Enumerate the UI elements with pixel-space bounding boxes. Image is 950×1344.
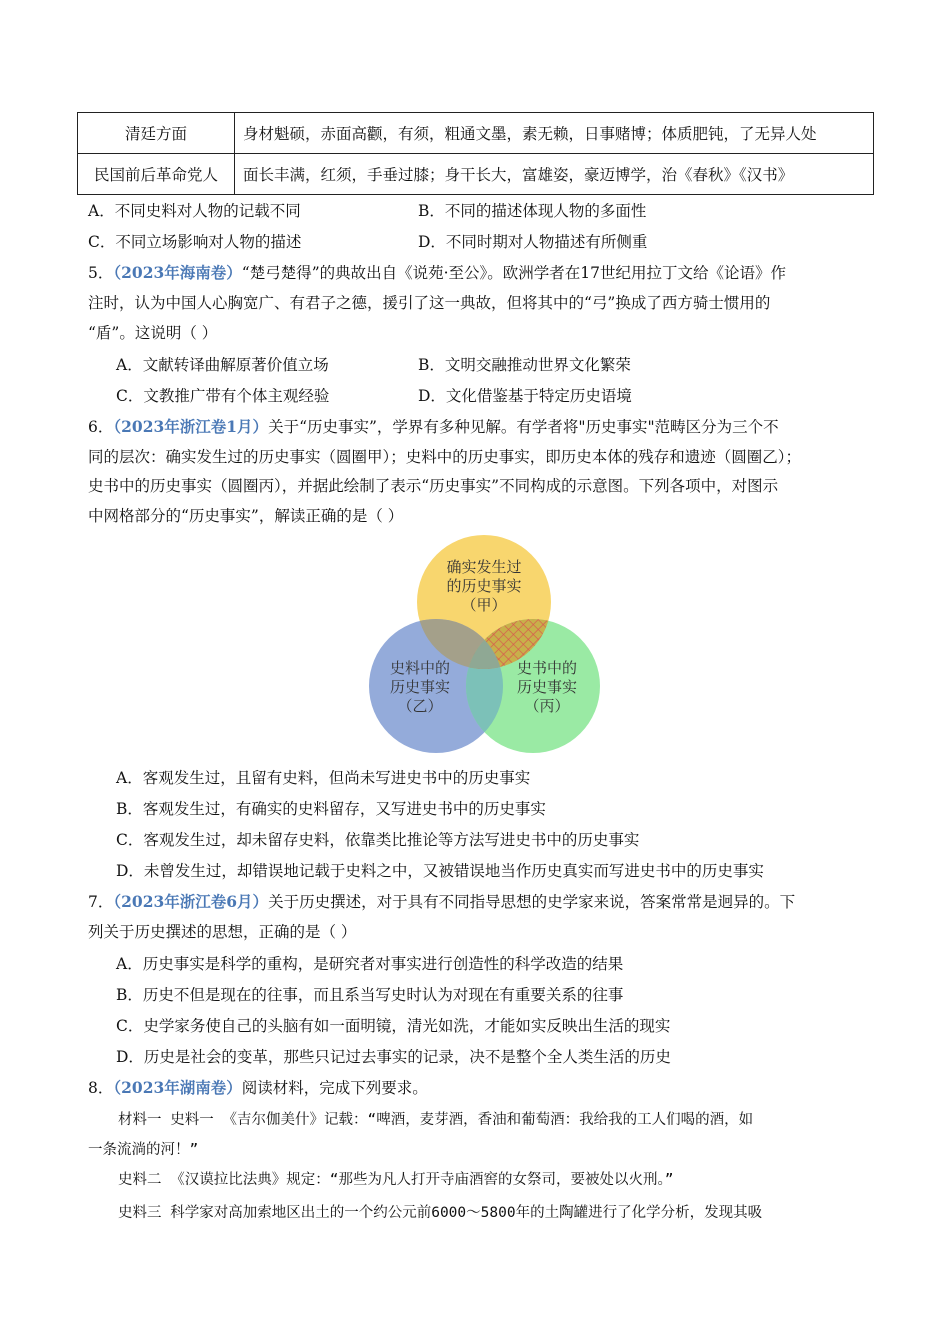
question-text: “楚弓楚得”的典故出自《说苑·至公》。欧洲学者在17世纪用拉丁文给《论语》作 — [241, 264, 787, 282]
venn-diagram — [360, 530, 610, 760]
q7-option-c: C．史学家务使自己的头脑有如一面明镜，清光如洗，才能如实反映出生活的现实 — [116, 1017, 671, 1035]
question-8-line1 — [88, 1076, 428, 1098]
q5-option-a: A．文献转译曲解原著价值立场 — [116, 356, 329, 374]
question-number: 6． — [88, 418, 114, 436]
q4-option-c: C．不同立场影响对人物的描述 — [88, 233, 302, 251]
material-2: 史料二 《汉谟拉比法典》规定：“那些为凡人打开寺庙酒窖的女祭司，要被处以火刑。” — [118, 1172, 674, 1188]
q4-option-a: A．不同史料对人物的记载不同 — [88, 202, 301, 220]
venn-label-bing-2: 历史事实 — [516, 678, 578, 696]
question-6-line1 — [88, 415, 779, 437]
venn-label-yi-3: （乙） — [397, 697, 443, 715]
question-5-line3: “盾”。这说明（ ） — [88, 324, 218, 342]
question-5-line1 — [88, 261, 786, 283]
venn-label-bing-3: （丙） — [524, 697, 570, 715]
question-text: 关于“历史事实”，学界有多种见解。有学者将"历史事实"范畴区分为三个不 — [268, 418, 779, 436]
question-5-line2: 注时，认为中国人心胸宽广、有君子之德，援引了这一典故，但将其中的“弓”换成了西方骑士惯用的 — [88, 294, 771, 312]
question-number: 8． — [88, 1079, 114, 1097]
question-6-line2: 同的层次：确实发生过的历史事实（圆圈甲）；史料中的历史事实，即历史本体的残存和遗迹（圆圈乙）； — [88, 448, 802, 466]
q6-option-c: C．客观发生过，却未留存史料，依靠类比推论等方法写进史书中的历史事实 — [116, 831, 640, 849]
table-row — [78, 154, 874, 195]
venn-label-yi-2: 历史事实 — [389, 678, 451, 696]
q5-option-c: C．文教推广带有个体主观经验 — [116, 387, 330, 405]
table-cell: 民国前后革命党人 — [78, 154, 235, 195]
q7-option-b: B．历史不但是现在的往事，而且系当写史时认为对现在有重要关系的往事 — [116, 986, 624, 1004]
q5-option-d: D．文化借鉴基于特定历史语境 — [418, 387, 632, 405]
venn-label-bing-1: 史书中的 — [516, 659, 578, 677]
question-number: 5． — [88, 264, 114, 282]
q7-option-a: A．历史事实是科学的重构，是研究者对事实进行创造性的科学改造的结果 — [116, 955, 624, 973]
material-1-line2: 一条流淌的河！” — [88, 1142, 199, 1158]
table-row — [78, 113, 874, 154]
question-source: （2023年浙江卷6月） — [113, 892, 269, 911]
q4-option-d: D．不同时期对人物描述有所侧重 — [418, 233, 648, 251]
question-number: 7． — [88, 893, 114, 911]
question-text: 阅读材料，完成下列要求。 — [241, 1079, 428, 1097]
question-text: 关于历史撰述，对于具有不同指导思想的史学家来说，答案常常是迥异的。下 — [268, 893, 796, 911]
comparison-table — [77, 112, 874, 195]
question-source: （2023年浙江卷1月） — [113, 417, 269, 436]
venn-label-jia-1: 确实发生过 — [446, 558, 522, 576]
table-cell: 身材魁硕，赤面高颧，有须，粗通文墨，素无赖，日事赌博；体质肥钝，了无异人处 — [235, 113, 874, 154]
q6-option-a: A．客观发生过，且留有史料，但尚未写进史书中的历史事实 — [116, 769, 531, 787]
material-1-line1: 材料一 史料一 《吉尔伽美什》记载：“啤酒，麦芽酒，香油和葡萄酒：我给我的工人们喝的酒，如 — [118, 1112, 754, 1128]
venn-label-jia-3: （甲） — [461, 596, 507, 614]
question-7-line2: 列关于历史撰述的思想，正确的是（ ） — [88, 923, 357, 941]
venn-label-jia-2: 的历史事实 — [446, 577, 522, 595]
q4-option-b: B．不同的描述体现人物的多面性 — [418, 202, 647, 220]
q7-option-d: D．历史是社会的变革，那些只记过去事实的记录，决不是整个全人类生活的历史 — [116, 1048, 671, 1066]
question-7-line1 — [88, 890, 795, 912]
table-cell: 面长丰满，红须，手垂过膝；身干长大，富雄姿，豪迈博学，治《春秋》《汉书》 — [235, 154, 874, 195]
q6-option-b: B．客观发生过，有确实的史料留存，又写进史书中的历史事实 — [116, 800, 546, 818]
question-source: （2023年湖南卷） — [113, 1078, 242, 1097]
table-cell: 清廷方面 — [78, 113, 235, 154]
q5-option-b: B．文明交融推动世界文化繁荣 — [418, 356, 631, 374]
question-source: （2023年海南卷） — [113, 263, 242, 282]
question-6-line4: 中网格部分的“历史事实”，解读正确的是（ ） — [88, 507, 404, 525]
q6-option-d: D．未曾发生过，却错误地记载于史料之中，又被错误地当作历史真实而写进史书中的历史事实 — [116, 862, 764, 880]
material-3: 史料三 科学家对高加索地区出土的一个约公元前6000～5800年的土陶罐进行了化学分析，发现其吸 — [118, 1205, 763, 1221]
venn-label-yi-1: 史料中的 — [389, 659, 451, 677]
question-6-line3: 史书中的历史事实（圆圈丙），并据此绘制了表示“历史事实”不同构成的示意图。下列各项中，对图示 — [88, 477, 779, 495]
